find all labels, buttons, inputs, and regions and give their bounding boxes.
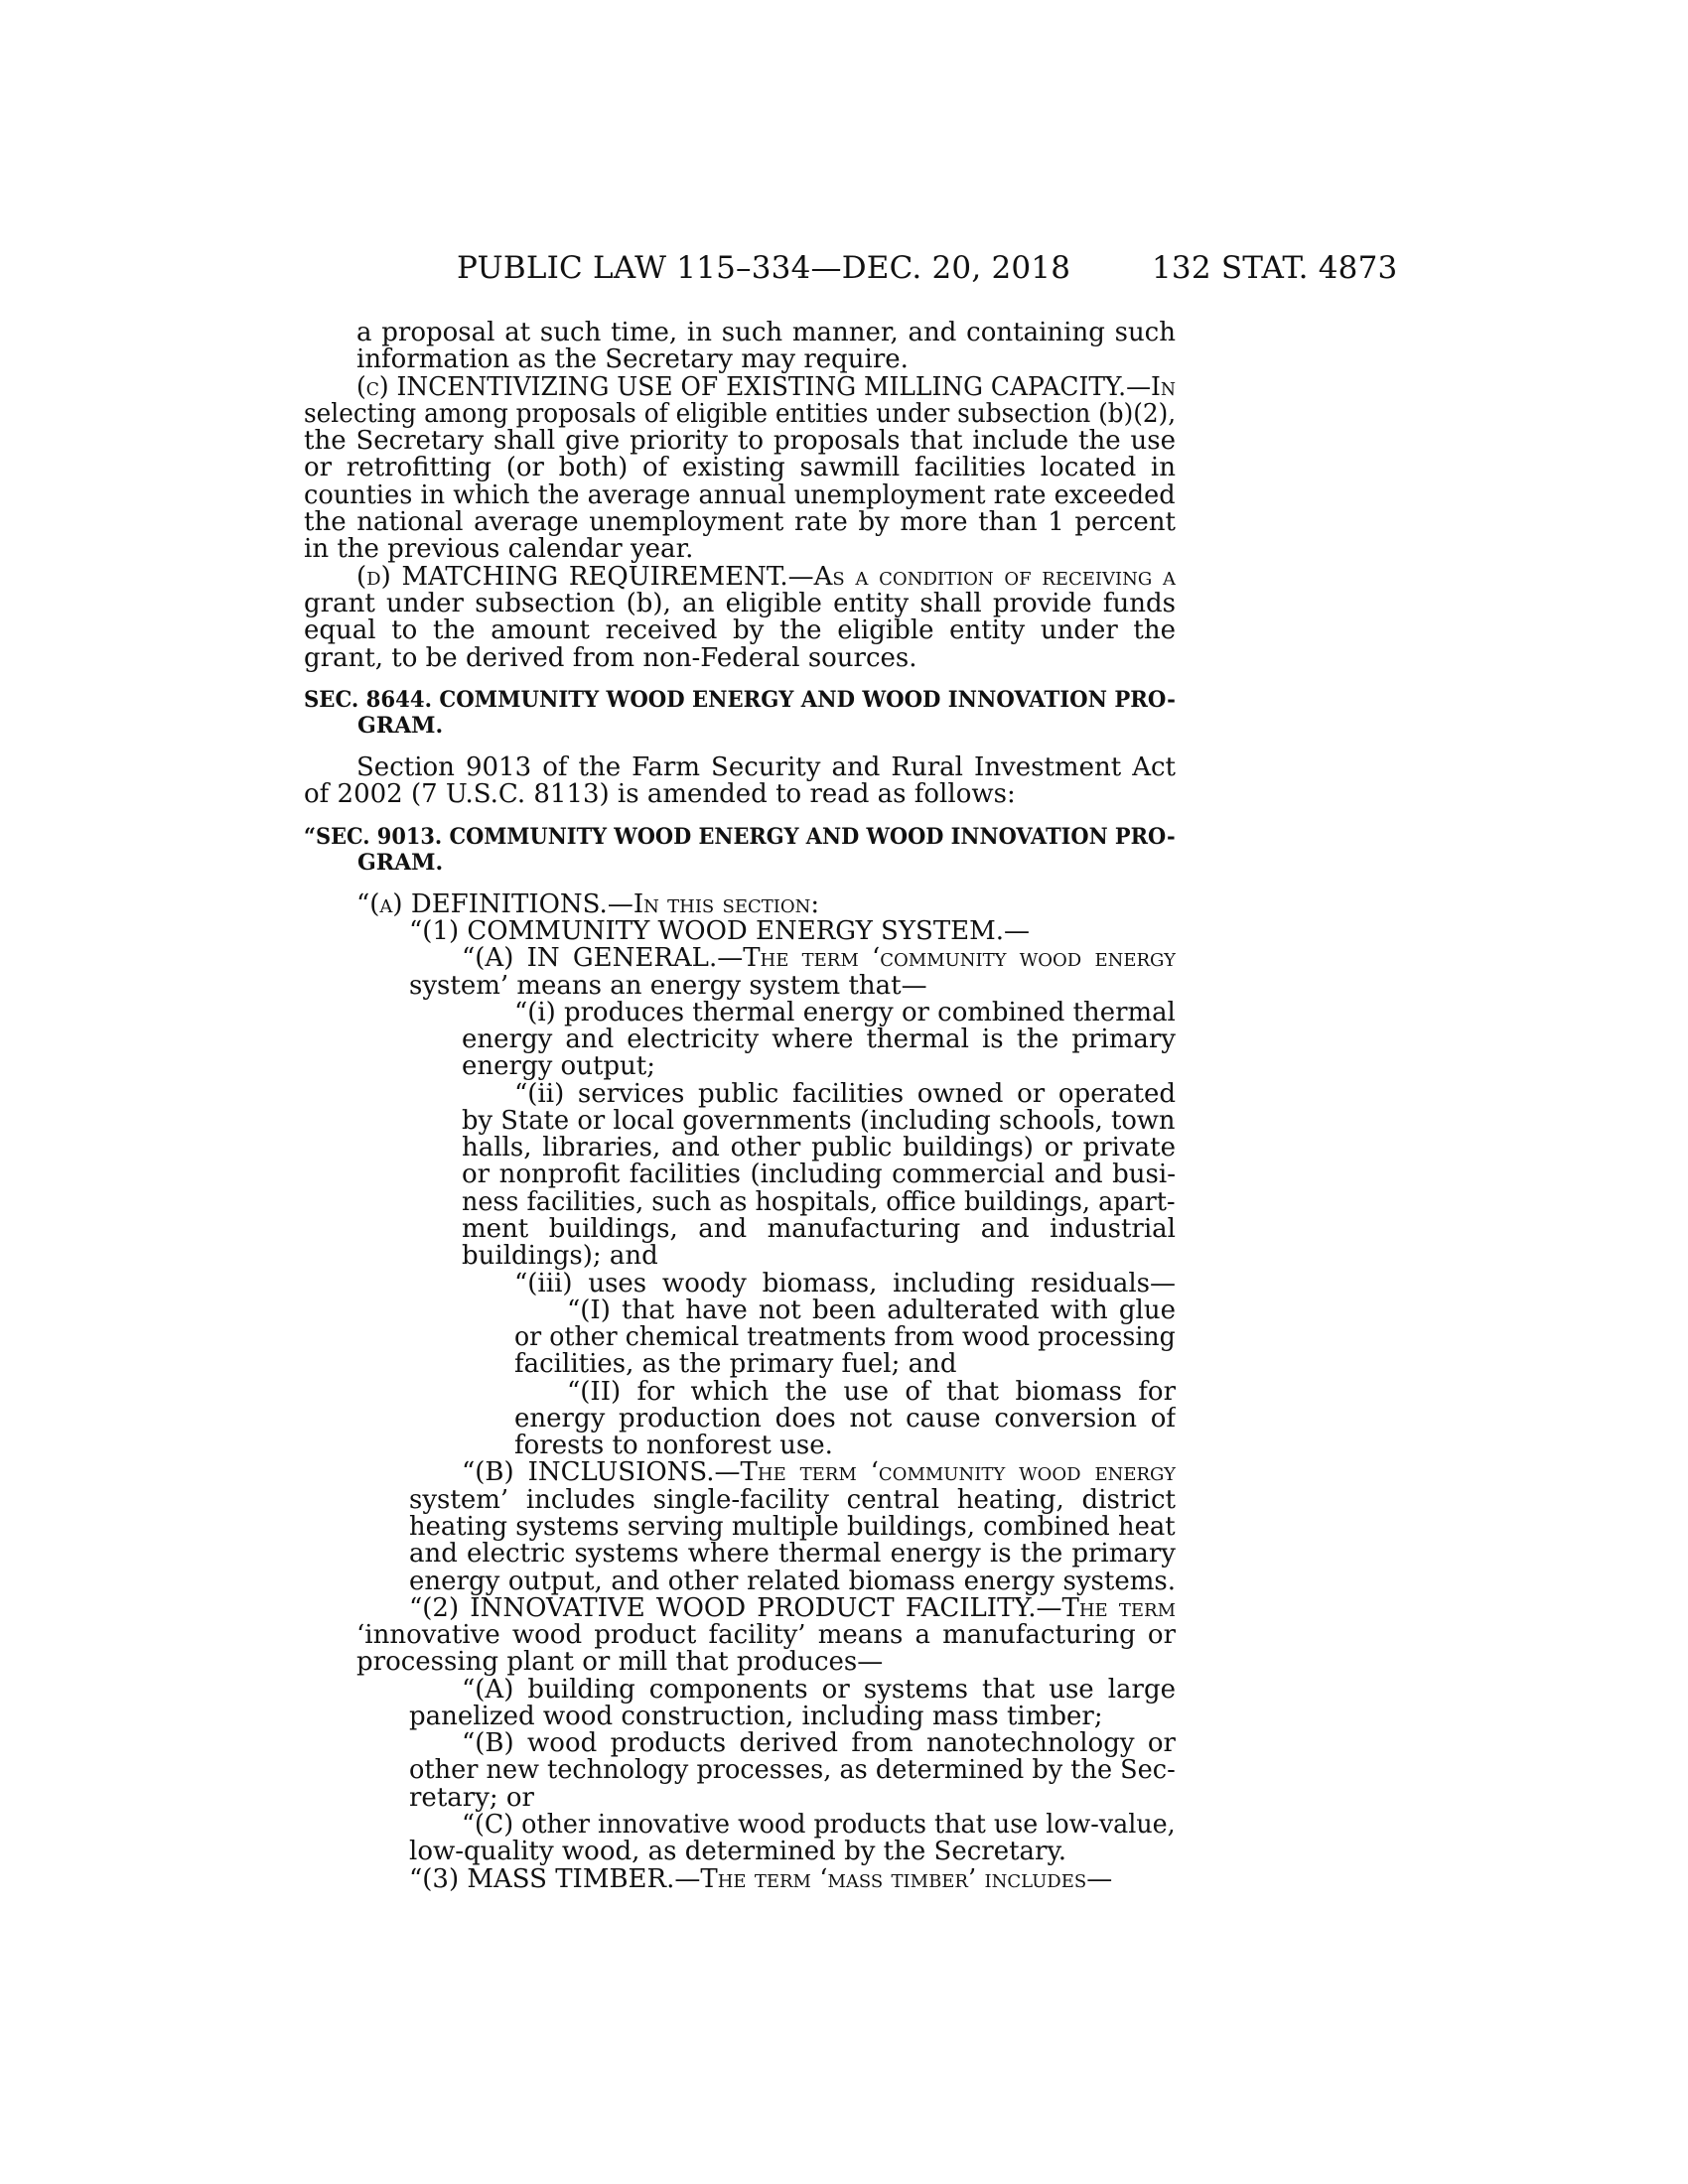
body-line: processing plant or mill that produces—	[356, 1647, 884, 1677]
body-line: energy output;	[462, 1051, 655, 1081]
body-line: system’ means an energy system that—	[409, 971, 927, 1001]
body-line: and electric systems where thermal energy is the primary	[409, 1541, 1176, 1568]
body-line: grant, to be derived from non-Federal sources.	[304, 643, 917, 673]
body-line: grant under subsection (b), an eligible entity shall provide funds	[304, 591, 1176, 617]
body-line: forests to nonforest use.	[514, 1431, 833, 1460]
body-line: information as the Secretary may require.	[356, 344, 909, 374]
subparagraph-heading: “(A) IN GENERAL.—The term ‘community wood energy	[462, 945, 1176, 972]
body-line: halls, libraries, and other public buildings) or private	[462, 1135, 1176, 1161]
body-line: other new technology processes, as determined by the Sec-	[409, 1755, 1176, 1785]
paragraph-heading: “(2) INNOVATIVE WOOD PRODUCT FACILITY.—The term	[409, 1595, 1176, 1622]
paragraph-heading: “(3) MASS TIMBER.—The term ‘mass timber’ includes—	[409, 1864, 1113, 1894]
body-line: buildings); and	[462, 1241, 658, 1271]
body-line: the national average unemployment rate by more than 1 percent	[304, 509, 1176, 536]
body-line: heating systems serving multiple buildings, combined heat	[409, 1512, 1176, 1542]
running-header-page-number: 132 STAT. 4873	[1152, 250, 1398, 286]
section-title: GRAM.	[357, 713, 444, 739]
body-line: Section 9013 of the Farm Security and Rural Investment Act	[356, 754, 1176, 781]
body-line: “(C) other innovative wood products that use low-value,	[462, 1810, 1176, 1840]
body-line: of 2002 (7 U.S.C. 8113) is amended to read as follows:	[304, 779, 1016, 809]
body-line: “(A) building components or systems that use large	[462, 1677, 1176, 1704]
running-header-law: PUBLIC LAW 115–334—DEC. 20, 2018	[457, 250, 1071, 286]
body-line: selecting among proposals of eligible entities under subsection (b)(2),	[304, 399, 1177, 429]
body-line: the Secretary shall give priority to proposals that include the use	[304, 428, 1176, 455]
body-line: system’ includes single-facility central heating, district	[409, 1487, 1176, 1514]
section-heading: (c) INCENTIVIZING USE OF EXISTING MILLING CAPACITY.—In	[356, 372, 1176, 402]
body-line: panelized wood construction, including mass timber;	[409, 1702, 1103, 1731]
body-line: equal to the amount received by the eligible entity under the	[304, 617, 1176, 644]
body-line: “(II) for which the use of that biomass for	[567, 1379, 1176, 1406]
body-line: ‘innovative wood product facility’ means a manufacturing or	[356, 1622, 1176, 1649]
body-line: counties in which the average annual unemployment rate exceeded	[304, 480, 1176, 510]
body-line: ment buildings, and manufacturing and industrial	[462, 1216, 1176, 1243]
section-heading: (d) MATCHING REQUIREMENT.—As a condition of receiving a	[356, 564, 1176, 591]
body-line: energy production does not cause conversion of	[514, 1406, 1176, 1433]
body-line: “(B) wood products derived from nanotechnology or	[462, 1730, 1176, 1757]
section-title: “SEC. 9013. COMMUNITY WOOD ENERGY AND WOOD INNOVATION PRO-	[304, 824, 1176, 850]
body-line: “(I) that have not been adulterated with glue	[567, 1297, 1176, 1324]
body-line: energy and electricity where thermal is the primary	[462, 1026, 1176, 1053]
body-line: or retrofitting (or both) of existing sawmill facilities located in	[304, 455, 1176, 481]
body-line: energy output, and other related biomass energy systems.	[409, 1569, 1176, 1595]
body-line: low-quality wood, as determined by the Secretary.	[409, 1837, 1066, 1866]
body-line: “(ii) services public facilities owned or operated	[514, 1081, 1176, 1108]
body-line: or nonprofit facilities (including commercial and busi-	[462, 1161, 1176, 1188]
body-line: “(i) produces thermal energy or combined thermal	[514, 998, 1176, 1027]
paragraph-heading: “(1) COMMUNITY WOOD ENERGY SYSTEM.—	[409, 916, 1031, 946]
body-line: or other chemical treatments from wood processing	[514, 1322, 1176, 1352]
body-line: by State or local governments (including schools, town	[462, 1106, 1176, 1136]
section-title: SEC. 8644. COMMUNITY WOOD ENERGY AND WOOD INNOVATION PRO-	[304, 687, 1176, 713]
subsection-heading: “(a) DEFINITIONS.—In this section:	[356, 889, 820, 919]
body-line: ness facilities, such as hospitals, office buildings, apart-	[462, 1187, 1176, 1217]
body-line: in the previous calendar year.	[304, 534, 694, 564]
section-title: GRAM.	[357, 850, 444, 876]
body-line: retary; or	[409, 1783, 534, 1813]
body-line: “(iii) uses woody biomass, including residuals—	[514, 1271, 1176, 1297]
body-line: facilities, as the primary fuel; and	[514, 1349, 957, 1379]
body-line: a proposal at such time, in such manner, and containing such	[356, 320, 1176, 346]
subparagraph-heading: “(B) INCLUSIONS.—The term ‘community wood energy	[462, 1459, 1176, 1486]
